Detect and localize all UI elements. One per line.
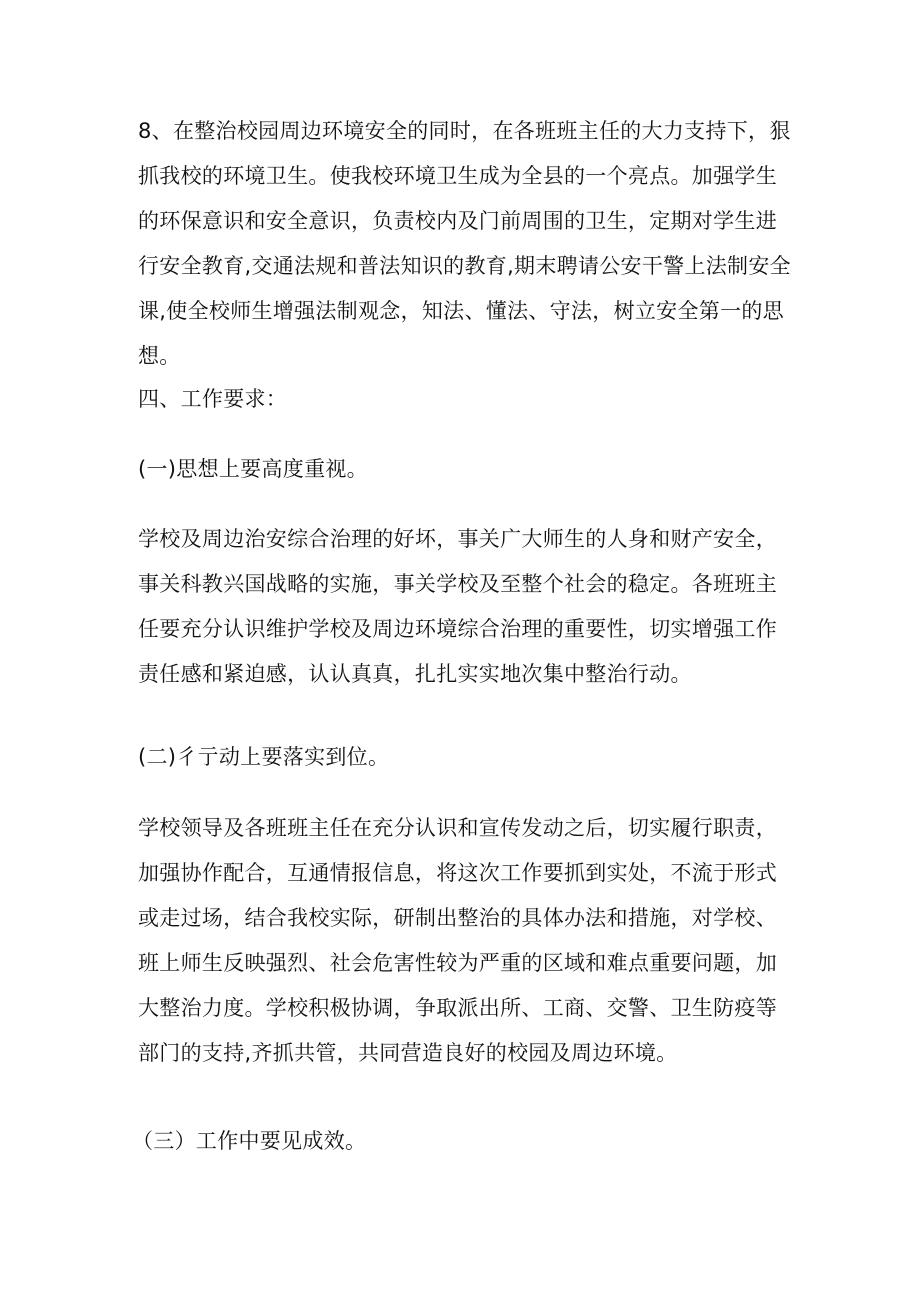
paragraph-ideological-attention: 学校及周边治安综合治理的好坏，事关广大师生的人身和财产安全，事关科教兴国战略的实施，事关学校及至整个社会的稳定。各班班主任要充分认识维护学校及周边环境综合治理的重要性，切实增强工作责任感和紧迫感，认认真真，扎扎实实地次集中整治行动。: [138, 527, 777, 686]
subheading-ideological-attention: (一)思想上要高度重视。: [138, 457, 368, 481]
subheading-action-implementation: (二)彳亍动上要落实到位。: [138, 745, 390, 769]
paragraph-item-8: 8、在整治校园周边环境安全的同时，在各班班主任的大力支持下，狠抓我校的环境卫生。使我校环境卫生成为全县的一个亮点。加强学生的环保意识和安全意识，负责校内及门前周围的卫生，定期对学生进行安全教育,交通法规和普法知识的教育,期末聘请公安干警上法制安全课,使全校师生增强法制观念，知法、懂法、守法，树立安全第一的思想。: [138, 119, 791, 368]
subheading-work-results: （三）工作中要见成效。: [132, 1129, 367, 1153]
section-heading-work-requirements: 四、工作要求：: [138, 387, 288, 411]
paragraph-action-implementation: 学校领导及各班班主任在充分认识和宣传发动之后，切实履行职责，加强协作配合，互通情报信息，将这次工作要抓到实处，不流于形式或走过场，结合我校实际，研制出整治的具体办法和措施，对学校、班上师生反映强烈、社会危害性较为严重的区域和难点重要问题，加大整治力度。学校积极协调，争取派出所、工商、交警、卫生防疫等部门的支持,齐抓共管，共同营造良好的校园及周边环境。: [138, 816, 777, 1065]
